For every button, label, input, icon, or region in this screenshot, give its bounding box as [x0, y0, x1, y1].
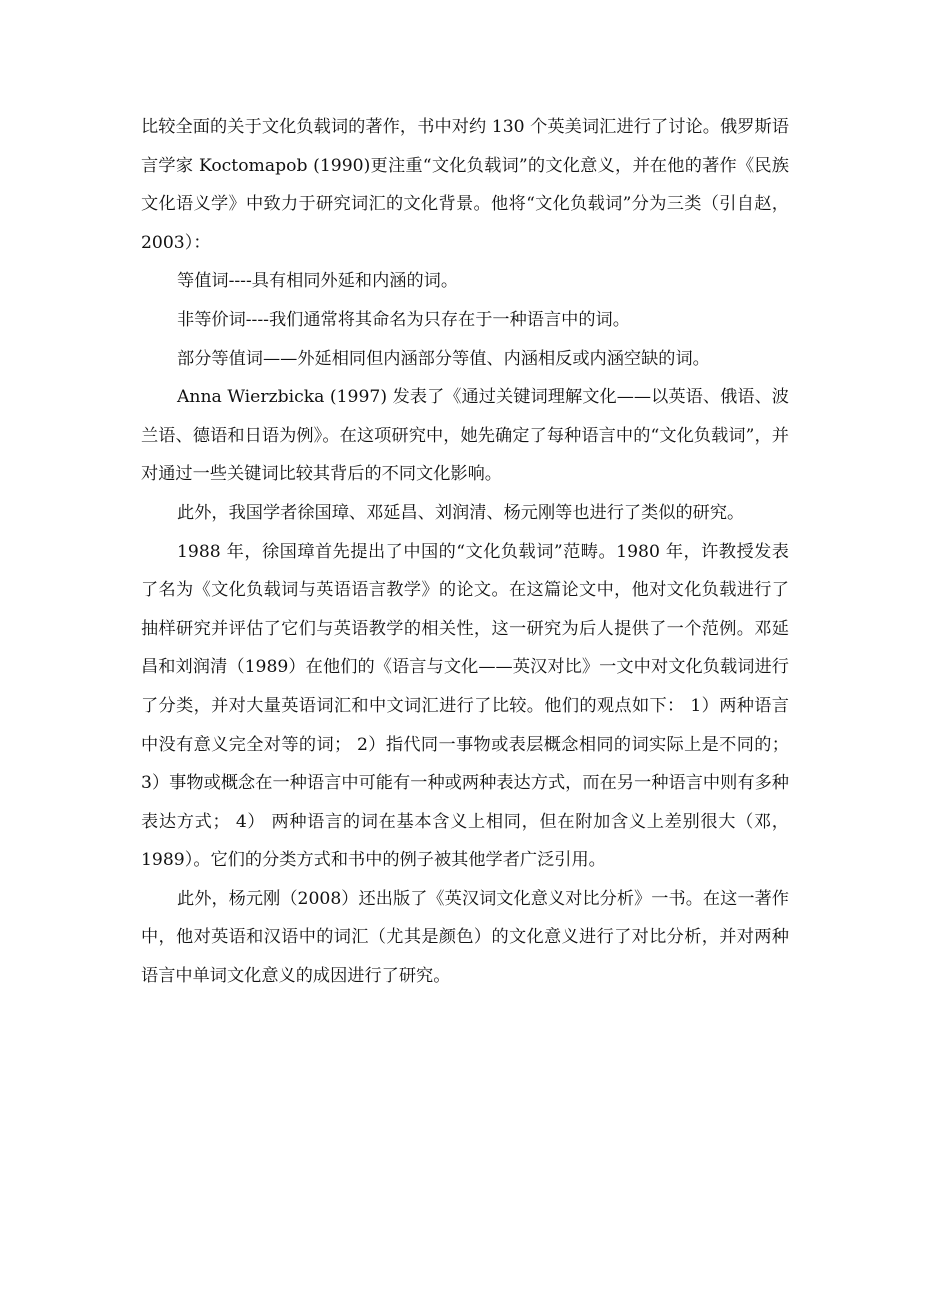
paragraph-wierzbicka: Anna Wierzbicka (1997) 发表了《通过关键词理解文化——以英语、俄语、波兰语、德语和日语为例》。在这项研究中，她先确定了每种语言中的“文化负载词”，并对通过一些关键词比较其背后的不同文化影响。 — [141, 387, 789, 485]
paragraph-yang-yuangang: 此外，杨元刚（2008）还出版了《英汉词文化意义对比分析》一书。在这一著作中，他对英语和汉语中的词汇（尤其是颜色）的文化意义进行了对比分析，并对两种语言中单词文化意义的成因进行了研究。 — [141, 888, 789, 987]
list-item-equivalent-words: 等值词----具有相同外延和内涵的词。 — [177, 271, 459, 292]
document-body — [141, 108, 789, 996]
list-item-non-equivalent-words: 非等价词----我们通常将其命名为只存在于一种语言中的词。 — [177, 309, 630, 330]
list-item-partial-equivalent-words: 部分等值词——外延相同但内涵部分等值、内涵相反或内涵空缺的词。 — [177, 348, 710, 369]
paragraph-xu-guozhang: 1988 年，徐国璋首先提出了中国的“文化负载词”范畴。1980 年，许教授发表了名为《文化负载词与英语语言教学》的论文。在这篇论文中，他对文化负载进行了抽样研究并评估了它们与英语教学的相关性，这一研究为后人提供了一个范例。邓延昌和刘润清（1989）在他们的《语言与文化——英汉对比》一文中对文化负载词进行了分类，并对大量英语词汇和中文词汇进行了比较。他们的观点如下： 1）两种语言中没有意义完全对等的词； 2）指代同一事物或表层概念相同的词实际上是不同的； 3）事物或概念在一种语言中可能有一种或两种表达方式，而在另一种语言中则有多种表达方式； 4） 两种语言的词在基本含义上相同，但在附加含义上差别很大（邓，1989）。它们的分类方式和书中的例子被其他学者广泛引用。 — [141, 541, 789, 871]
paragraph-chinese-scholars: 此外，我国学者徐国璋、邓延昌、刘润清、杨元刚等也进行了类似的研究。 — [177, 502, 745, 523]
paragraph-continuation: 比较全面的关于文化负载词的著作，书中对约 130 个英美词汇进行了讨论。俄罗斯语言学家 Koctomapob (1990)更注重“文化负载词”的文化意义，并在他的著作《民族文化语义学》中致力于研究词汇的文化背景。他将“文化负载词”分为三类（引自赵，2003）： — [141, 117, 789, 253]
